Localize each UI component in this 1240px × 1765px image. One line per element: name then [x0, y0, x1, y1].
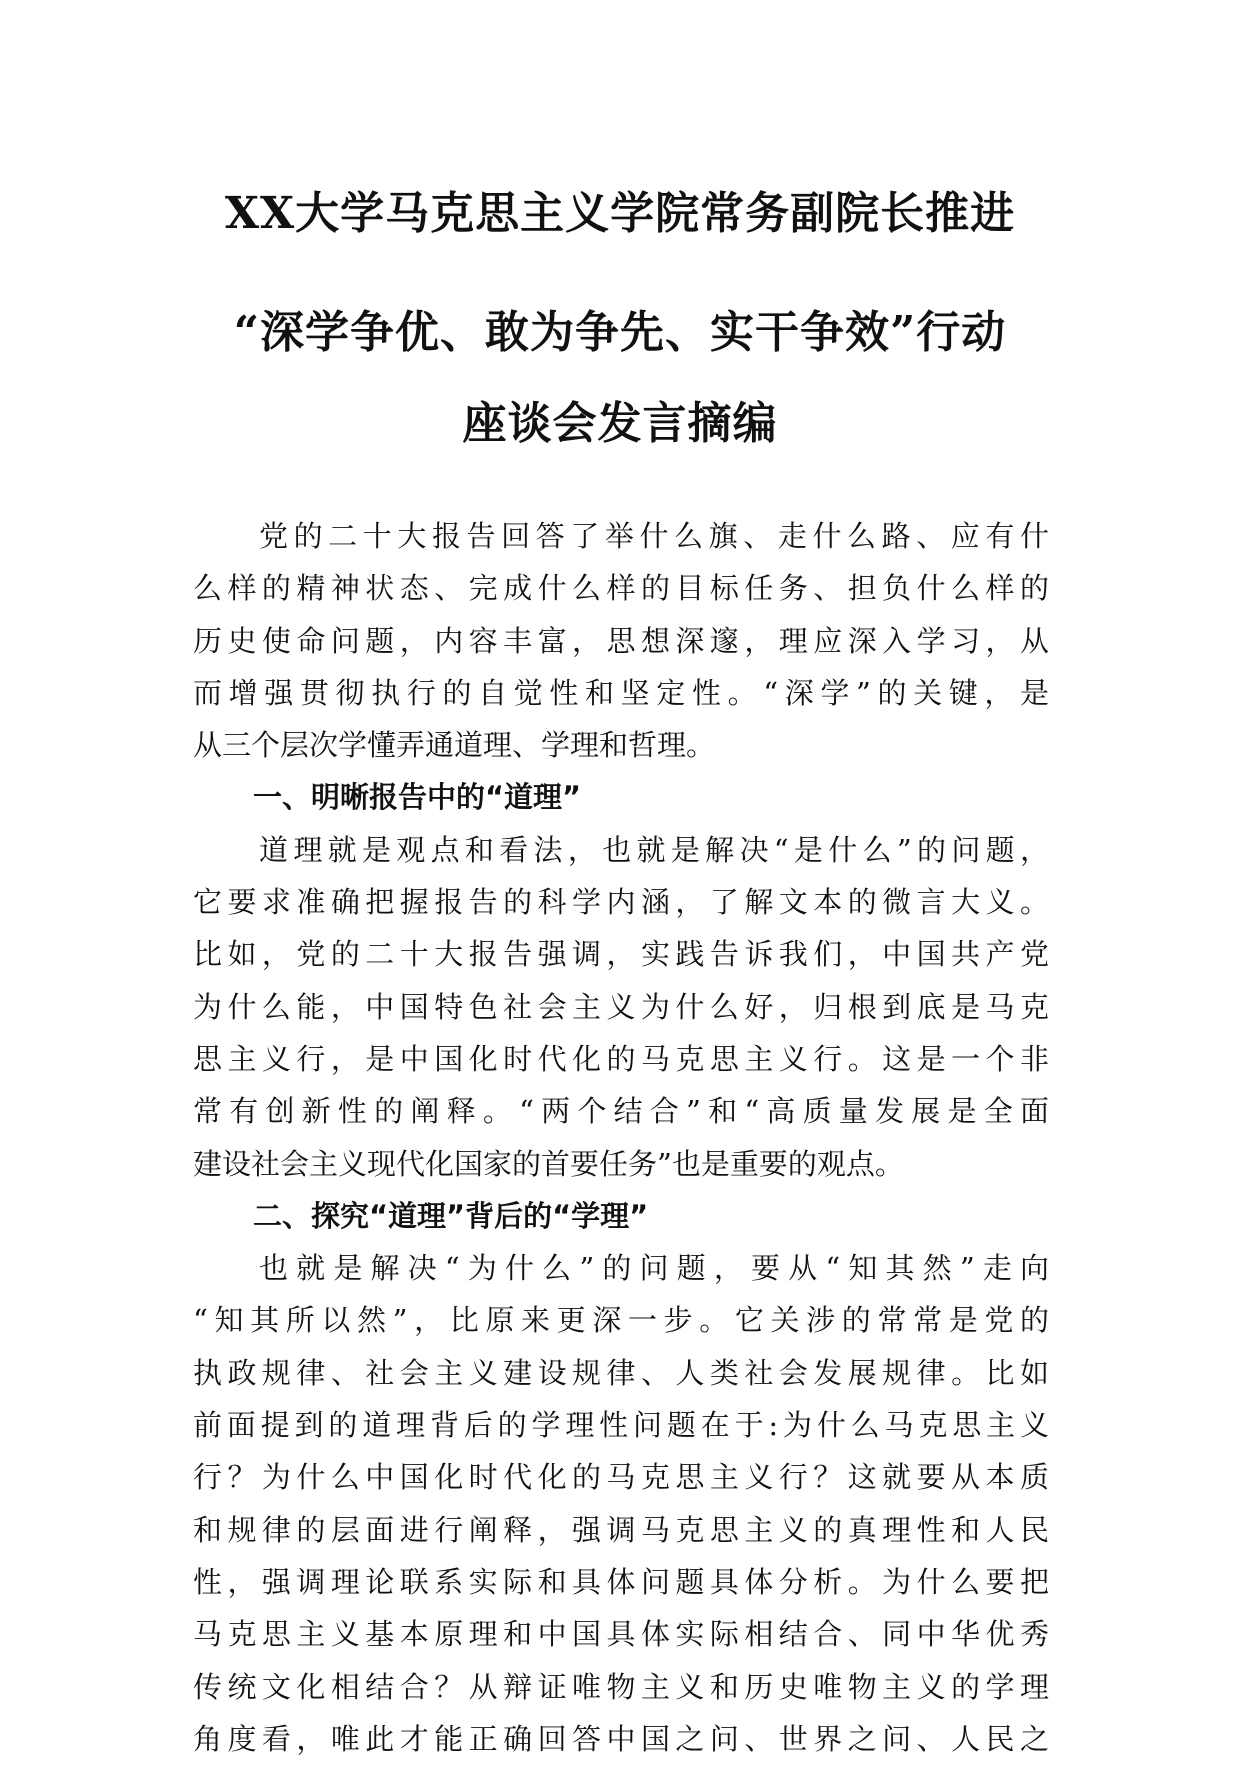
- paragraph-3-line: 行？为什么中国化时代化的马克思主义行？这就要从本质: [193, 1460, 1049, 1495]
- section-heading-1: 一、明晰报告中的“道理”: [253, 780, 582, 815]
- paragraph-2-line: 建设社会主义现代化国家的首要任务”也是重要的观点。: [193, 1146, 904, 1181]
- paragraph-3-line: 前面提到的道理背后的学理性问题在于:为什么马克思主义: [193, 1408, 1049, 1443]
- document-body: [193, 510, 1049, 1765]
- paragraph-1-line: 党的二十大报告回答了举什么旗、走什么路、应有什: [259, 519, 1049, 553]
- paragraph-1-line: 历史使命问题，内容丰富，思想深邃，理应深入学习，从: [193, 623, 1049, 658]
- paragraph-3-line: 执政规律、社会主义建设规律、人类社会发展规律。比如: [193, 1355, 1049, 1390]
- paragraph-1-line: 么样的精神状态、完成什么样的目标任务、担负什么样的: [193, 571, 1049, 606]
- paragraph-2-line: 它要求准确把握报告的科学内涵，了解文本的微言大义。: [193, 885, 1049, 920]
- paragraph-2-line: 比如，党的二十大报告强调，实践告诉我们，中国共产党: [193, 937, 1049, 972]
- paragraph-2-line: 道理就是观点和看法，也就是解决“是什么”的问题，: [259, 832, 1049, 867]
- document-title-line-1: XX大学马克思主义学院常务副院长推进: [224, 188, 1016, 239]
- paragraph-2-line: 为什么能，中国特色社会主义为什么好，归根到底是马克: [193, 989, 1049, 1024]
- section-heading-2: 二、探究“道理”背后的“学理”: [253, 1198, 649, 1233]
- paragraph-3-line: 和规律的层面进行阐释，强调马克思主义的真理性和人民: [193, 1512, 1049, 1547]
- paragraph-1-line: 而增强贯彻执行的自觉性和坚定性。“深学”的关键，是: [193, 675, 1049, 710]
- paragraph-3-line: 马克思主义基本原理和中国具体实际相结合、同中华优秀: [193, 1617, 1049, 1652]
- paragraph-1-line: 从三个层次学懂弄通道理、学理和哲理。: [193, 728, 716, 763]
- paragraph-3-line: 传统文化相结合？从辩证唯物主义和历史唯物主义的学理: [193, 1669, 1049, 1704]
- paragraph-2-line: 思主义行，是中国化时代化的马克思主义行。这是一个非: [193, 1041, 1049, 1076]
- paragraph-3-line: 也就是解决“为什么”的问题，要从“知其然”走向: [259, 1251, 1049, 1286]
- document-title-line-2: “深学争优、敢为争先、实干争效”行动: [233, 307, 1007, 358]
- paragraph-3-line: “知其所以然”，比原来更深一步。它关涉的常常是党的: [193, 1303, 1049, 1338]
- document-title-line-3: 座谈会发言摘编: [462, 398, 778, 449]
- paragraph-2-line: 常有创新性的阐释。“两个结合”和“高质量发展是全面: [193, 1094, 1049, 1129]
- paragraph-3-line: 角度看，唯此才能正确回答中国之问、世界之问、人民之: [193, 1721, 1049, 1756]
- paragraph-3-line: 性，强调理论联系实际和具体问题具体分析。为什么要把: [193, 1564, 1049, 1599]
